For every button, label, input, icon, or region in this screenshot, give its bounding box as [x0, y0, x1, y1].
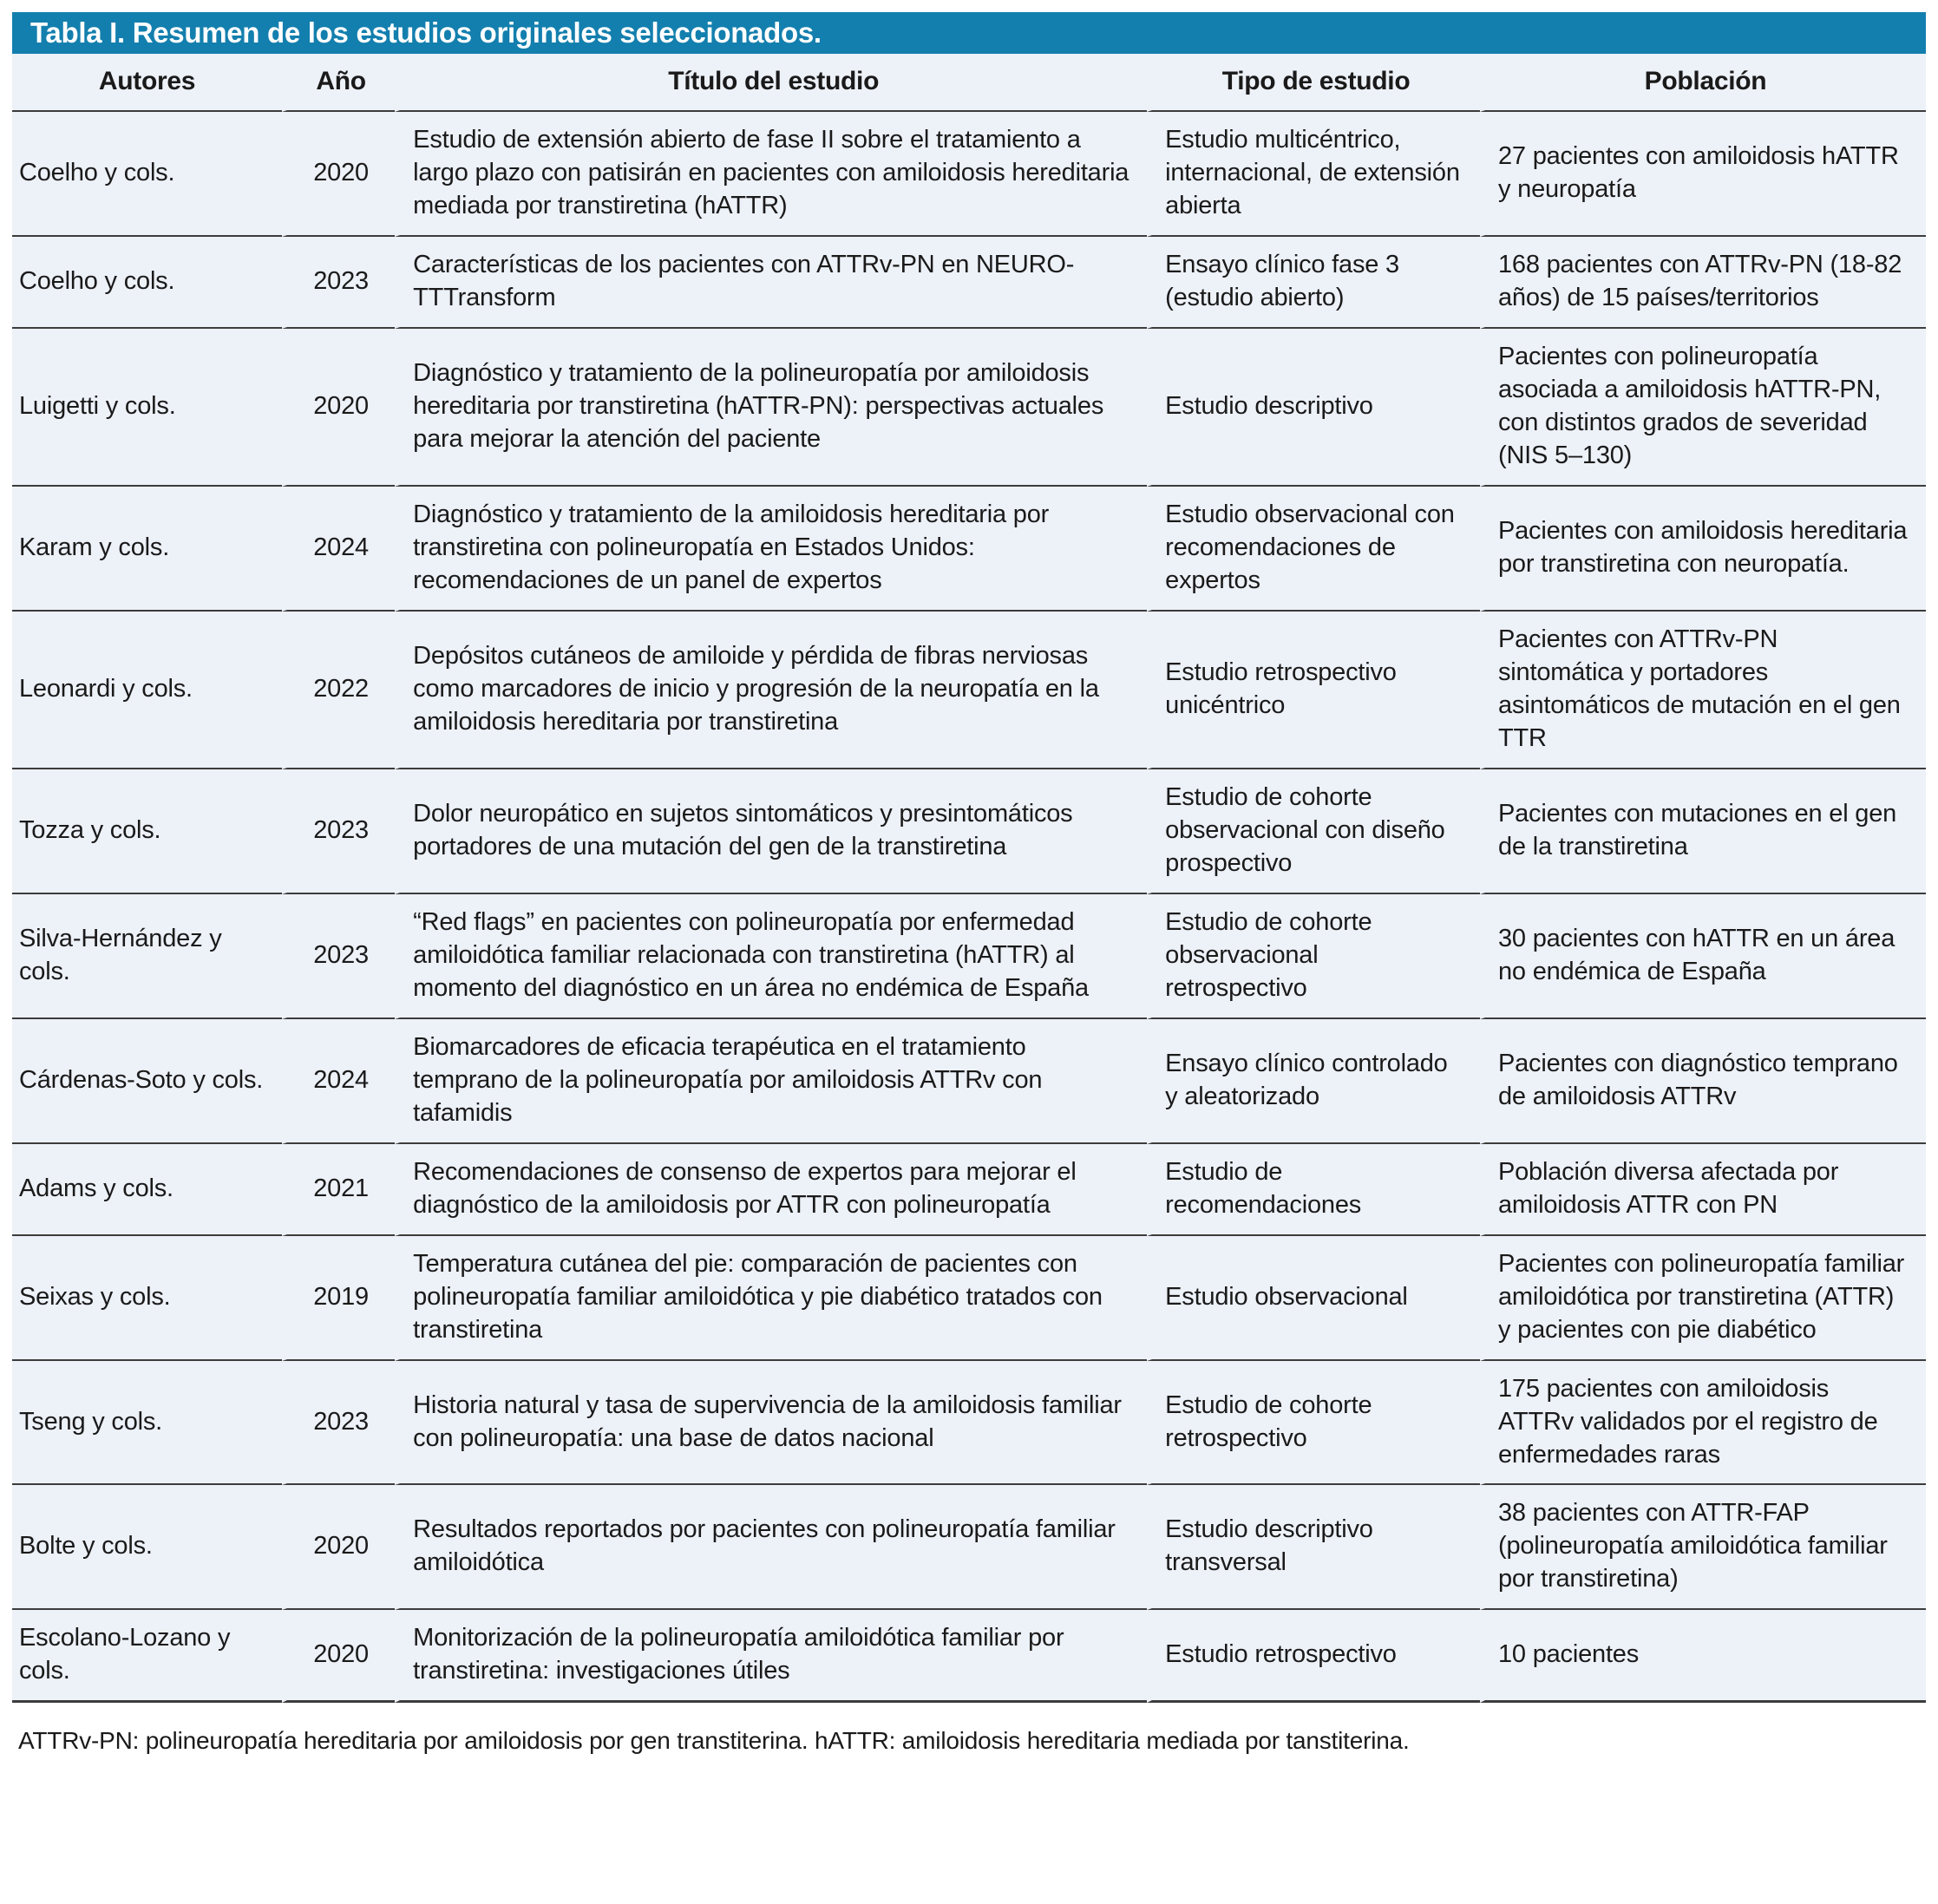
author-cell: Karam y cols. [12, 487, 282, 612]
column-header-poblacion: Población [1480, 54, 1926, 112]
year-cell: 2023 [282, 769, 395, 894]
population-cell: Pacientes con diagnóstico temprano de amiloidosis ATTRv [1480, 1019, 1926, 1144]
study-title-cell: Biomarcadores de eficacia terapéutica en el tratamiento temprano de la polineuropatía por amiloidosis ATTRv con tafamidis [395, 1019, 1147, 1144]
year-cell: 2020 [282, 112, 395, 237]
table-row [12, 1236, 1926, 1361]
table-row [12, 112, 1926, 237]
population-cell: Pacientes con polineuropatía asociada a amiloidosis hATTR-PN, con distintos grados de severidad (NIS 5–130) [1480, 329, 1926, 487]
population-cell: Pacientes con ATTRv-PN sintomática y portadores asintomáticos de mutación en el gen TTR [1480, 612, 1926, 769]
table-row [12, 329, 1926, 487]
study-type-cell: Estudio descriptivo transversal [1147, 1485, 1480, 1610]
table-row [12, 612, 1926, 769]
author-cell: Seixas y cols. [12, 1236, 282, 1361]
study-type-cell: Estudio observacional [1147, 1236, 1480, 1361]
author-cell: Silva-Hernández y cols. [12, 894, 282, 1019]
table-row [12, 1019, 1926, 1144]
study-title-cell: Diagnóstico y tratamiento de la amiloidosis hereditaria por transtiretina con polineuropatía en Estados Unidos: recomendaciones de un panel de expertos [395, 487, 1147, 612]
author-cell: Adams y cols. [12, 1144, 282, 1236]
study-table-body [12, 112, 1926, 1703]
population-cell: Población diversa afectada por amiloidosis ATTR con PN [1480, 1144, 1926, 1236]
study-title-cell: Recomendaciones de consenso de expertos para mejorar el diagnóstico de la amiloidosis por ATTR con polineuropatía [395, 1144, 1147, 1236]
study-type-cell: Estudio retrospectivo unicéntrico [1147, 612, 1480, 769]
table-header [12, 54, 1926, 112]
table-row [12, 1144, 1926, 1236]
author-cell: Tseng y cols. [12, 1361, 282, 1486]
table-title: Tabla I. Resumen de los estudios originales seleccionados. [30, 16, 822, 49]
study-title-cell: Dolor neuropático en sujetos sintomáticos y presintomáticos portadores de una mutación del gen de la transtiretina [395, 769, 1147, 894]
study-type-cell: Ensayo clínico controlado y aleatorizado [1147, 1019, 1480, 1144]
year-cell: 2022 [282, 612, 395, 769]
table-title-bar [12, 12, 1926, 54]
table-row [12, 487, 1926, 612]
column-header-titulo: Título del estudio [395, 54, 1147, 112]
study-type-cell: Estudio de cohorte observacional con diseño prospectivo [1147, 769, 1480, 894]
column-header-autores: Autores [12, 54, 282, 112]
study-title-cell: Depósitos cutáneos de amiloide y pérdida de fibras nerviosas como marcadores de inicio y progresión de la neuropatía en la amiloidosis hereditaria por transtiretina [395, 612, 1147, 769]
year-cell: 2023 [282, 237, 395, 329]
year-cell: 2024 [282, 1019, 395, 1144]
table-row [12, 1610, 1926, 1703]
population-cell: 175 pacientes con amiloidosis ATTRv validados por el registro de enfermedades raras [1480, 1361, 1926, 1486]
study-type-cell: Ensayo clínico fase 3 (estudio abierto) [1147, 237, 1480, 329]
study-title-cell: Monitorización de la polineuropatía amiloidótica familiar por transtiretina: investigaciones útiles [395, 1610, 1147, 1703]
study-title-cell: Diagnóstico y tratamiento de la polineuropatía por amiloidosis hereditaria por transtiretina (hATTR-PN): perspectivas actuales para mejorar la atención del paciente [395, 329, 1147, 487]
table-row [12, 1485, 1926, 1610]
studies-table [12, 54, 1926, 1703]
author-cell: Leonardi y cols. [12, 612, 282, 769]
year-cell: 2024 [282, 487, 395, 612]
population-cell: Pacientes con amiloidosis hereditaria por transtiretina con neuropatía. [1480, 487, 1926, 612]
study-title-cell: Resultados reportados por pacientes con polineuropatía familiar amiloidótica [395, 1485, 1147, 1610]
table-row [12, 237, 1926, 329]
study-title-cell: Historia natural y tasa de supervivencia de la amiloidosis familiar con polineuropatía: una base de datos nacional [395, 1361, 1147, 1486]
population-cell: 168 pacientes con ATTRv-PN (18-82 años) de 15 países/territorios [1480, 237, 1926, 329]
study-type-cell: Estudio de cohorte observacional retrospectivo [1147, 894, 1480, 1019]
study-title-cell: “Red flags” en pacientes con polineuropatía por enfermedad amiloidótica familiar relacionada con transtiretina (hATTR) al momento del diagnóstico en un área no endémica de España [395, 894, 1147, 1019]
author-cell: Bolte y cols. [12, 1485, 282, 1610]
year-cell: 2020 [282, 1485, 395, 1610]
table-row [12, 894, 1926, 1019]
author-cell: Escolano-Lozano y cols. [12, 1610, 282, 1703]
column-header-ano: Año [282, 54, 395, 112]
author-cell: Coelho y cols. [12, 112, 282, 237]
study-type-cell: Estudio multicéntrico, internacional, de extensión abierta [1147, 112, 1480, 237]
population-cell: 27 pacientes con amiloidosis hATTR y neuropatía [1480, 112, 1926, 237]
study-type-cell: Estudio descriptivo [1147, 329, 1480, 487]
year-cell: 2021 [282, 1144, 395, 1236]
author-cell: Tozza y cols. [12, 769, 282, 894]
population-cell: 30 pacientes con hATTR en un área no endémica de España [1480, 894, 1926, 1019]
year-cell: 2023 [282, 894, 395, 1019]
study-type-cell: Estudio retrospectivo [1147, 1610, 1480, 1703]
table-row [12, 1361, 1926, 1486]
table-row [12, 769, 1926, 894]
population-cell: 10 pacientes [1480, 1610, 1926, 1703]
study-type-cell: Estudio de recomendaciones [1147, 1144, 1480, 1236]
author-cell: Luigetti y cols. [12, 329, 282, 487]
study-title-cell: Temperatura cutánea del pie: comparación de pacientes con polineuropatía familiar amiloidótica y pie diabético tratados con transtiretina [395, 1236, 1147, 1361]
study-title-cell: Características de los pacientes con ATTRv-PN en NEURO-TTTransform [395, 237, 1147, 329]
table-footnote: ATTRv-PN: polineuropatía hereditaria por amiloidosis por gen transtiterina. hATTR: amiloidosis hereditaria mediada por tanstiterina. [18, 1727, 1410, 1755]
year-cell: 2019 [282, 1236, 395, 1361]
study-type-cell: Estudio de cohorte retrospectivo [1147, 1361, 1480, 1486]
year-cell: 2023 [282, 1361, 395, 1486]
header-row [12, 54, 1926, 112]
author-cell: Coelho y cols. [12, 237, 282, 329]
population-cell: 38 pacientes con ATTR-FAP (polineuropatía amiloidótica familiar por transtiretina) [1480, 1485, 1926, 1610]
population-cell: Pacientes con polineuropatía familiar amiloidótica por transtiretina (ATTR) y pacientes con pie diabético [1480, 1236, 1926, 1361]
population-cell: Pacientes con mutaciones en el gen de la transtiretina [1480, 769, 1926, 894]
author-cell: Cárdenas-Soto y cols. [12, 1019, 282, 1144]
column-header-tipo: Tipo de estudio [1147, 54, 1480, 112]
year-cell: 2020 [282, 329, 395, 487]
year-cell: 2020 [282, 1610, 395, 1703]
study-type-cell: Estudio observacional con recomendaciones de expertos [1147, 487, 1480, 612]
study-title-cell: Estudio de extensión abierto de fase II sobre el tratamiento a largo plazo con patisirán en pacientes con amiloidosis hereditaria mediada por transtiretina (hATTR) [395, 112, 1147, 237]
